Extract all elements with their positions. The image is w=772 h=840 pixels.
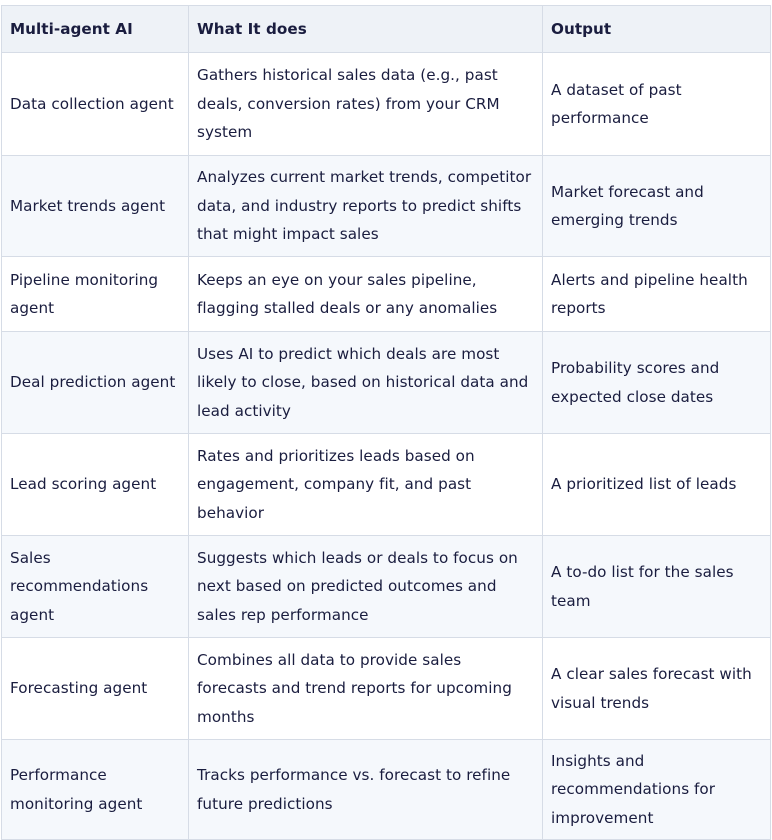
agent-description-cell: Tracks performance vs. forecast to refine future predictions [189, 740, 543, 840]
table-body [2, 53, 771, 840]
agent-description-cell: Keeps an eye on your sales pipeline, flagging stalled deals or any anomalies [189, 257, 543, 332]
agent-name-cell: Forecasting agent [2, 638, 189, 740]
table-row [2, 638, 771, 740]
table-header [2, 6, 771, 53]
table-row [2, 434, 771, 536]
table-row [2, 740, 771, 840]
agent-name-cell: Lead scoring agent [2, 434, 189, 536]
table-row [2, 257, 771, 332]
agent-description-cell: Combines all data to provide sales forecasts and trend reports for upcoming months [189, 638, 543, 740]
agent-output-cell: Market forecast and emerging trends [543, 156, 771, 257]
agent-name-cell: Deal prediction agent [2, 332, 189, 434]
table-row [2, 536, 771, 638]
agent-output-cell: Probability scores and expected close dates [543, 332, 771, 434]
table-row [2, 156, 771, 257]
agent-output-cell: Alerts and pipeline health reports [543, 257, 771, 332]
agent-name-cell: Market trends agent [2, 156, 189, 257]
agent-description-cell: Gathers historical sales data (e.g., past deals, conversion rates) from your CRM system [189, 53, 543, 156]
agent-output-cell: Insights and recommendations for improvement [543, 740, 771, 840]
agent-description-cell: Analyzes current market trends, competitor data, and industry reports to predict shifts that might impact sales [189, 156, 543, 257]
agent-name-cell: Performance monitoring agent [2, 740, 189, 840]
agent-output-cell: A clear sales forecast with visual trends [543, 638, 771, 740]
agent-description-cell: Uses AI to predict which deals are most likely to close, based on historical data and lead activity [189, 332, 543, 434]
agent-name-cell: Data collection agent [2, 53, 189, 156]
agent-output-cell: A prioritized list of leads [543, 434, 771, 536]
header-what-it-does: What It does [189, 6, 543, 53]
agent-description-cell: Suggests which leads or deals to focus on next based on predicted outcomes and sales rep performance [189, 536, 543, 638]
multi-agent-table [1, 5, 771, 840]
agent-output-cell: A to-do list for the sales team [543, 536, 771, 638]
agent-name-cell: Sales recommendations agent [2, 536, 189, 638]
agent-name-cell: Pipeline monitoring agent [2, 257, 189, 332]
agent-output-cell: A dataset of past performance [543, 53, 771, 156]
table-row [2, 332, 771, 434]
header-output: Output [543, 6, 771, 53]
multi-agent-table-container [1, 5, 770, 840]
header-row [2, 6, 771, 53]
agent-description-cell: Rates and prioritizes leads based on engagement, company fit, and past behavior [189, 434, 543, 536]
table-row [2, 53, 771, 156]
header-multi-agent-ai: Multi-agent AI [2, 6, 189, 53]
